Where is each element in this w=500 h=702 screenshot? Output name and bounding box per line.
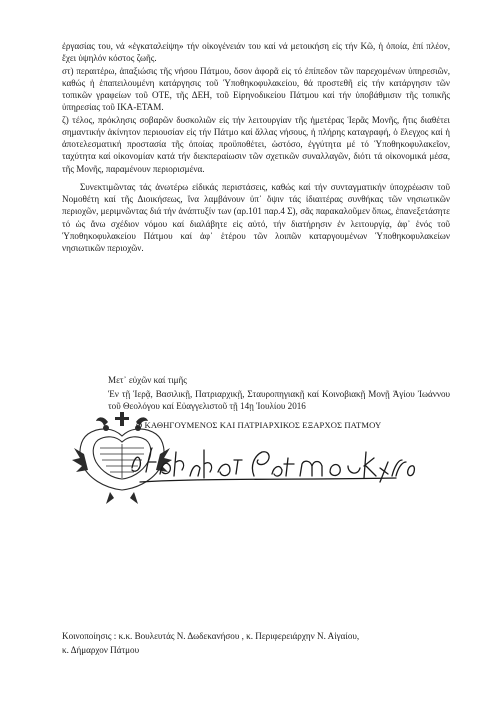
cc-line: κ. Δήμαρχον Πάτμου [62,644,140,655]
signer-title: Ο ΚΑΘΗΓΟΥΜΕΝΟΣ ΚΑΙ ΠΑΤΡΙΑΡΧΙΚΟΣ ΕΞΑΡΧΟΣ ΠΑΤΜΟΥ [136,420,382,430]
paragraph-request: Συνεκτιμῶντας τάς ἀνωτέρω εἰδικάς περιστάσεις, καθώς καί τήν συνταγματικήν ὑποχρέωσιν τοῦ Νομοθέτη καί τῆς Διοικήσεως, ἵνα λαμβάνουν ὑπ᾽ ὄψιν τάς ἰδιαιτέρας συνθήκας τῶν νησιωτικῶν περιοχῶν, μεριμνῶντας διά τήν ἀνάπτυξίν των (αρ.101 παρ.4 Σ), σᾶς παρακαλοῦμεν ὅπως, ἐπανεξετάσητε τό ὡς ἄνω σχέδιον νόμου καί διαλάβητε εἰς αὐτό, τήν διατήρησιν ἐν λειτουργίᾳ, ἀφ᾽ ἑνός τοῦ Ὑποθηκοφυλακείου Πάτμου καί ἀφ᾽ ἑτέρου τῶν λοιπῶν καταργουμένων Ὑποθηκοφυλακείων νησιωτικῶν περιοχῶν. [62,181,450,253]
cc-line: Κοινοποίησις : κ.κ. Βουλευτάς Ν. Δωδεκανήσου , κ. Περιφερειάρχην Ν. Αἰγαίου, [62,631,360,641]
signoff-place-date: Ἐν τῇ Ἱερᾷ, Βασιλικῇ, Πατριαρχικῇ, Σταυροπηγιακῇ καί Κοινοβιακῇ Μονῇ Ἁγίου Ἰωάννου τοῦ Θεολόγου καί Εὐαγγελιστοῦ τῇ 14ῃ Ἰουλίου 2016 [108,389,450,412]
paragraph-point-z: ζ) τέλος, πρόκλησις σοβαρῶν δυσκολιῶν εἰς τήν λειτουργίαν τῆς ἡμετέρας Ἱερᾶς Μονῆς, ἥτις διαθέτει σημαντικήν ἀκίνητον περιουσίαν εἰς τήν Πάτμο καί ἄλλας νήσους, ἡ πλήρης καταγραφή, ὁ ἔλεγχος καί ἡ ἀποτελεσματική προστασία τῆς ὁποίας προϋποθέτει, ὡστόσο, ἐγγύτητα μέ τό Ὑποθηκοφυλακεῖον, ταχύτητα καί οἰκονομίαν κατά τήν διεκπεραίωσιν τῶν σχετικῶν συναλλαγῶν, διότι τά οἰκονομικά μέσα, τῆς Μονῆς, παραμένουν περιορισμένα. [62,114,450,174]
carbon-copy-list [62,630,450,657]
closing-greeting: Μετ᾽ εὐχῶν καί τιμῆς [108,375,187,385]
paragraph-family-relocation: ἐργασίας του, νά «ἐγκαταλείψη» τήν οἰκογένειάν του καί νά μετοικήση εἰς τήν Κῶ, ἡ ὁποία, ἐπί πλέον, ἔχει ὑψηλόν κόστος ζωῆς. [62,41,450,64]
handwritten-signature [126,438,416,488]
letter-body [62,40,450,254]
paragraph-point-st: στ) περαιτέρω, ἀπαξιώσις τῆς νήσου Πάτμου, ὅσον ἀφορᾶ εἰς τό ἐπίπεδον τῶν παρεχομένων ὑπηρεσιῶν, καθώς ἡ ἐπαπειλουμένη κατάργησις τοῦ Ὑποθηκοφυλακείου, θά προστεθῆ εἰς τήν κατάργησιν τῶν τοπικῶν γραφείων τοῦ ΟΤΕ, τῆς ΔΕΗ, τοῦ Εἰρηνοδικείου Πάτμου καί τήν ὑποβάθμισιν τῆς τοπικῆς ὑπηρεσίας τοῦ ΙΚΑ-ΕΤΑΜ. [62,65,450,113]
